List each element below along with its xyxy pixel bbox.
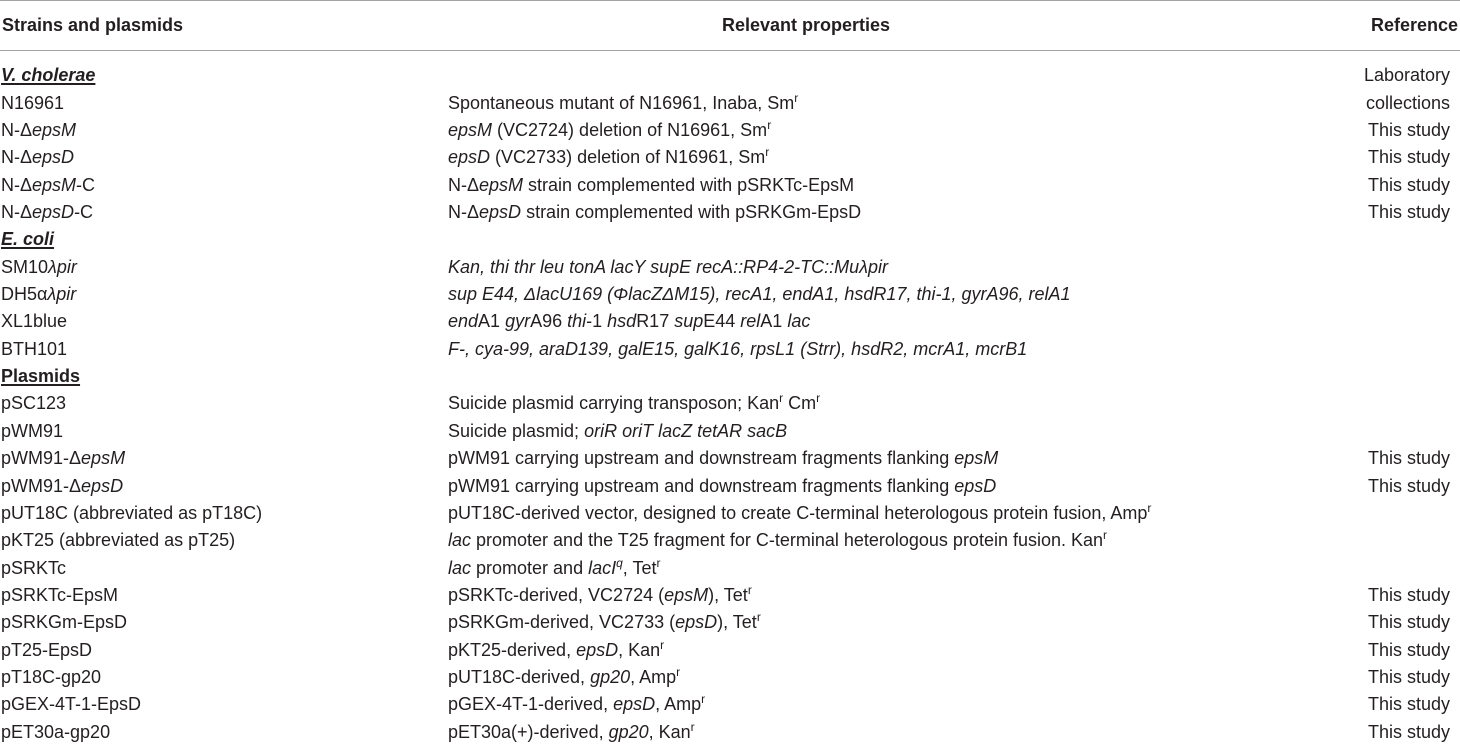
table-row	[0, 418, 1460, 445]
table-header	[0, 0, 1460, 51]
table-row	[0, 500, 1460, 527]
properties-cell	[448, 503, 1328, 524]
superscript-text: r	[676, 667, 681, 680]
text-run: N-Δ	[448, 201, 480, 222]
properties-cell	[448, 393, 1328, 414]
text-run: pET30a-gp20	[1, 721, 111, 742]
properties-cell	[448, 120, 1328, 141]
text-run: N-Δ	[1, 119, 33, 140]
text-run: gp20	[608, 721, 649, 742]
text-run: (VC2733) deletion of N16961, Sm	[490, 147, 766, 168]
table-row	[0, 554, 1460, 581]
strain-cell	[0, 147, 448, 168]
header-reference: Reference	[1370, 15, 1458, 35]
reference-cell: This study	[1367, 639, 1450, 660]
text-run: F-, cya-99, araD139, galE15, galK16, rpsL1 (Strr), hsdR2, mcrA1, mcrB1	[448, 338, 1028, 359]
reference-cell: This study	[1367, 201, 1450, 222]
header-strains: Strains and plasmids	[2, 15, 184, 35]
text-run: hsd	[607, 311, 637, 332]
table-row	[0, 719, 1460, 746]
table-row	[0, 664, 1460, 691]
text-run: (VC2724) deletion of N16961, Sm	[492, 119, 768, 140]
text-run: N-Δ	[1, 147, 33, 168]
text-run: Spontaneous mutant of N16961, Inaba, Sm	[448, 92, 795, 113]
strain-cell	[0, 393, 448, 414]
properties-cell	[448, 202, 1328, 223]
text-run: pUT18C (abbreviated as pT18C)	[1, 502, 263, 523]
strain-cell	[0, 202, 448, 223]
reference-cell: collections	[1365, 92, 1450, 113]
properties-cell	[448, 257, 1328, 278]
superscript-text: r	[701, 694, 706, 707]
superscript-text: r	[747, 585, 752, 597]
text-run: epsD	[81, 475, 124, 496]
properties-cell	[448, 558, 1328, 579]
properties-cell	[448, 694, 1328, 715]
table-row	[0, 254, 1460, 281]
text-run: N16961	[1, 92, 65, 113]
text-run: epsD	[32, 147, 75, 168]
text-run: ), Tet	[717, 612, 757, 633]
strain-cell	[0, 722, 448, 743]
text-run: epsD	[32, 201, 75, 222]
text-run: A1	[478, 311, 506, 332]
strain-cell	[0, 311, 448, 332]
table-row	[0, 609, 1460, 636]
strain-cell	[0, 476, 448, 497]
text-run: lac	[448, 530, 472, 551]
text-run: pSRKTc	[1, 557, 67, 578]
reference-cell: This study	[1367, 612, 1450, 633]
superscript-text: r	[1147, 502, 1152, 515]
strain-cell	[0, 366, 448, 387]
text-run: epsD	[613, 694, 656, 715]
text-run: pUT18C-derived vector, designed to create C-terminal heterologous protein fusion, Amp	[448, 502, 1148, 523]
text-run: pGEX-4T-1-EpsD	[1, 694, 142, 715]
text-run: A1	[760, 311, 788, 332]
properties-cell	[448, 421, 1328, 442]
text-run: rel	[740, 311, 761, 332]
strain-cell	[0, 585, 448, 606]
text-run: pSRKTc-derived, VC2724 (	[448, 585, 665, 605]
text-run: R17	[636, 311, 675, 332]
reference-cell: This study	[1367, 667, 1450, 688]
table-row	[0, 637, 1460, 664]
text-run: strain complemented with pSRKTc-EpsM	[523, 174, 855, 195]
strain-cell	[0, 229, 448, 250]
table-row	[0, 390, 1460, 417]
text-run: Kan, thi thr leu tonA lacY supE recA::RP4-2-TC::Muλpir	[448, 256, 889, 277]
text-run: λpir	[47, 284, 77, 305]
text-run: epsD	[954, 475, 997, 496]
text-run: pSC123	[1, 393, 67, 414]
strain-cell	[0, 667, 448, 688]
text-run: pGEX-4T-1-derived,	[448, 694, 614, 715]
properties-cell	[448, 667, 1328, 688]
text-run: pT25-EpsD	[1, 639, 93, 660]
text-run: epsD	[479, 201, 522, 222]
reference-cell: Laboratory	[1363, 65, 1450, 86]
text-run: Cm	[783, 393, 817, 414]
text-run: sup	[674, 311, 704, 332]
text-run: -C	[74, 201, 94, 222]
text-run: pSRKGm-derived, VC2733 (	[448, 612, 676, 633]
strain-cell	[0, 339, 448, 360]
text-run: sup E44, ΔlacU169 (ΦlacZΔM15), recA1, endA1, hsdR17, thi-1, gyrA96, relA1	[448, 284, 1071, 305]
table-row	[0, 691, 1460, 718]
reference-cell: This study	[1367, 721, 1450, 742]
properties-cell	[448, 612, 1328, 633]
text-run: λpir	[48, 256, 77, 277]
superscript-text: r	[660, 639, 665, 652]
reference-cell: This study	[1367, 585, 1450, 605]
text-run: ), Tet	[708, 585, 748, 605]
text-run: oriR oriT lacZ tetAR sacB	[584, 420, 788, 441]
section-heading: V. cholerae	[1, 65, 96, 86]
text-run: , Amp	[630, 667, 677, 688]
strain-cell	[0, 448, 448, 469]
text-run: lac	[787, 311, 811, 332]
table-row	[0, 582, 1460, 609]
table-row	[0, 144, 1460, 171]
text-run: E44	[703, 311, 741, 332]
strain-cell	[0, 558, 448, 579]
text-run: pT18C-gp20	[1, 667, 102, 688]
text-run: N-Δ	[1, 174, 33, 195]
text-run: lac	[448, 557, 472, 578]
text-run: gyr	[505, 311, 531, 332]
text-run: N-Δ	[1, 201, 33, 222]
table-row	[0, 171, 1460, 198]
text-run: Suicide plasmid;	[448, 420, 585, 441]
reference-cell: This study	[1367, 475, 1450, 496]
text-run: -1	[586, 311, 608, 332]
table-row	[0, 117, 1460, 144]
text-run: epsM	[81, 448, 126, 469]
table-row	[0, 336, 1460, 363]
text-run: pWM91 carrying upstream and downstream fragments flanking	[448, 448, 955, 469]
text-run: epsM	[954, 448, 999, 469]
text-run: epsM	[664, 585, 709, 605]
superscript-text: r	[779, 393, 784, 406]
table-row	[0, 445, 1460, 472]
strain-cell	[0, 640, 448, 661]
text-run: N-Δ	[448, 174, 480, 195]
text-run: epsD	[675, 612, 718, 633]
text-run: promoter and the T25 fragment for C-terminal heterologous protein fusion. Kan	[471, 530, 1104, 551]
superscript-text: r	[690, 721, 695, 734]
text-run: -C	[76, 174, 96, 195]
superscript-text: r	[656, 557, 661, 570]
text-run: pWM91-Δ	[1, 448, 82, 469]
text-run: DH5α	[1, 284, 48, 305]
text-run: gp20	[590, 667, 631, 688]
reference-cell: This study	[1367, 694, 1450, 715]
text-run: pSRKTc-EpsM	[1, 585, 119, 605]
properties-cell	[448, 175, 1328, 196]
superscript-text: q	[616, 557, 623, 570]
text-run: pWM91 carrying upstream and downstream fragments flanking	[448, 475, 955, 496]
text-run: epsD	[576, 639, 619, 660]
superscript-text: r	[765, 147, 770, 160]
properties-cell	[448, 311, 1328, 332]
text-run: lacI	[588, 557, 617, 578]
text-run: end	[448, 311, 479, 332]
text-run: pUT18C-derived,	[448, 667, 591, 688]
section-heading: Plasmids	[1, 366, 81, 387]
reference-cell: This study	[1367, 448, 1450, 469]
text-run: pSRKGm-EpsD	[1, 612, 128, 633]
text-run: pWM91	[1, 420, 64, 441]
strain-cell	[0, 175, 448, 196]
superscript-text: r	[767, 119, 772, 132]
text-run: pKT25 (abbreviated as pT25)	[1, 530, 236, 551]
properties-cell	[448, 147, 1328, 168]
text-run: epsM	[479, 174, 524, 195]
strain-cell	[0, 120, 448, 141]
properties-cell	[448, 476, 1328, 497]
strain-cell	[0, 503, 448, 524]
text-run: Suicide plasmid carrying transposon; Kan	[448, 393, 780, 414]
text-run: pKT25-derived,	[448, 639, 577, 660]
reference-cell: This study	[1367, 147, 1450, 168]
strain-cell	[0, 284, 448, 305]
text-run: , Amp	[655, 694, 702, 715]
table-row	[0, 472, 1460, 499]
table-body	[0, 62, 1460, 746]
text-run: SM10	[1, 256, 49, 277]
superscript-text: r	[794, 92, 799, 105]
text-run: A96	[530, 311, 568, 332]
table-row	[0, 308, 1460, 335]
table-row	[0, 226, 1460, 253]
text-run: BTH101	[1, 338, 68, 359]
properties-cell	[448, 585, 1328, 606]
text-run: thi	[567, 311, 587, 332]
strain-cell	[0, 694, 448, 715]
table-row	[0, 281, 1460, 308]
properties-cell	[448, 722, 1328, 743]
table-row	[0, 199, 1460, 226]
text-run: epsM	[32, 174, 77, 195]
properties-cell	[448, 284, 1328, 305]
superscript-text: r	[1103, 530, 1108, 543]
strain-cell	[0, 93, 448, 114]
reference-cell: This study	[1367, 119, 1450, 140]
table-row	[0, 89, 1460, 116]
strain-cell	[0, 612, 448, 633]
strain-cell	[0, 421, 448, 442]
properties-cell	[448, 640, 1328, 661]
strain-cell	[0, 65, 448, 86]
section-heading: E. coli	[1, 229, 55, 250]
reference-cell: This study	[1367, 174, 1450, 195]
properties-cell	[448, 339, 1328, 360]
text-run: strain complemented with pSRKGm-EpsD	[521, 201, 862, 222]
table-row	[0, 527, 1460, 554]
text-run: promoter and	[471, 557, 589, 578]
text-run: , Kan	[648, 721, 691, 742]
superscript-text: r	[816, 393, 821, 406]
properties-cell	[448, 530, 1328, 551]
text-run: epsM	[32, 119, 77, 140]
text-run: XL1blue	[1, 311, 68, 332]
text-run: epsM	[448, 119, 493, 140]
table-row	[0, 363, 1460, 390]
superscript-text: r	[756, 612, 761, 625]
text-run: pET30a(+)-derived,	[448, 721, 609, 742]
strain-cell	[0, 530, 448, 551]
text-run: epsD	[448, 147, 491, 168]
properties-cell	[448, 448, 1328, 469]
properties-cell	[448, 93, 1328, 114]
text-run: , Tet	[622, 557, 657, 578]
text-run: pWM91-Δ	[1, 475, 82, 496]
strain-cell	[0, 257, 448, 278]
text-run: , Kan	[618, 639, 661, 660]
header-properties: Relevant properties	[722, 15, 891, 35]
table-row	[0, 62, 1460, 89]
